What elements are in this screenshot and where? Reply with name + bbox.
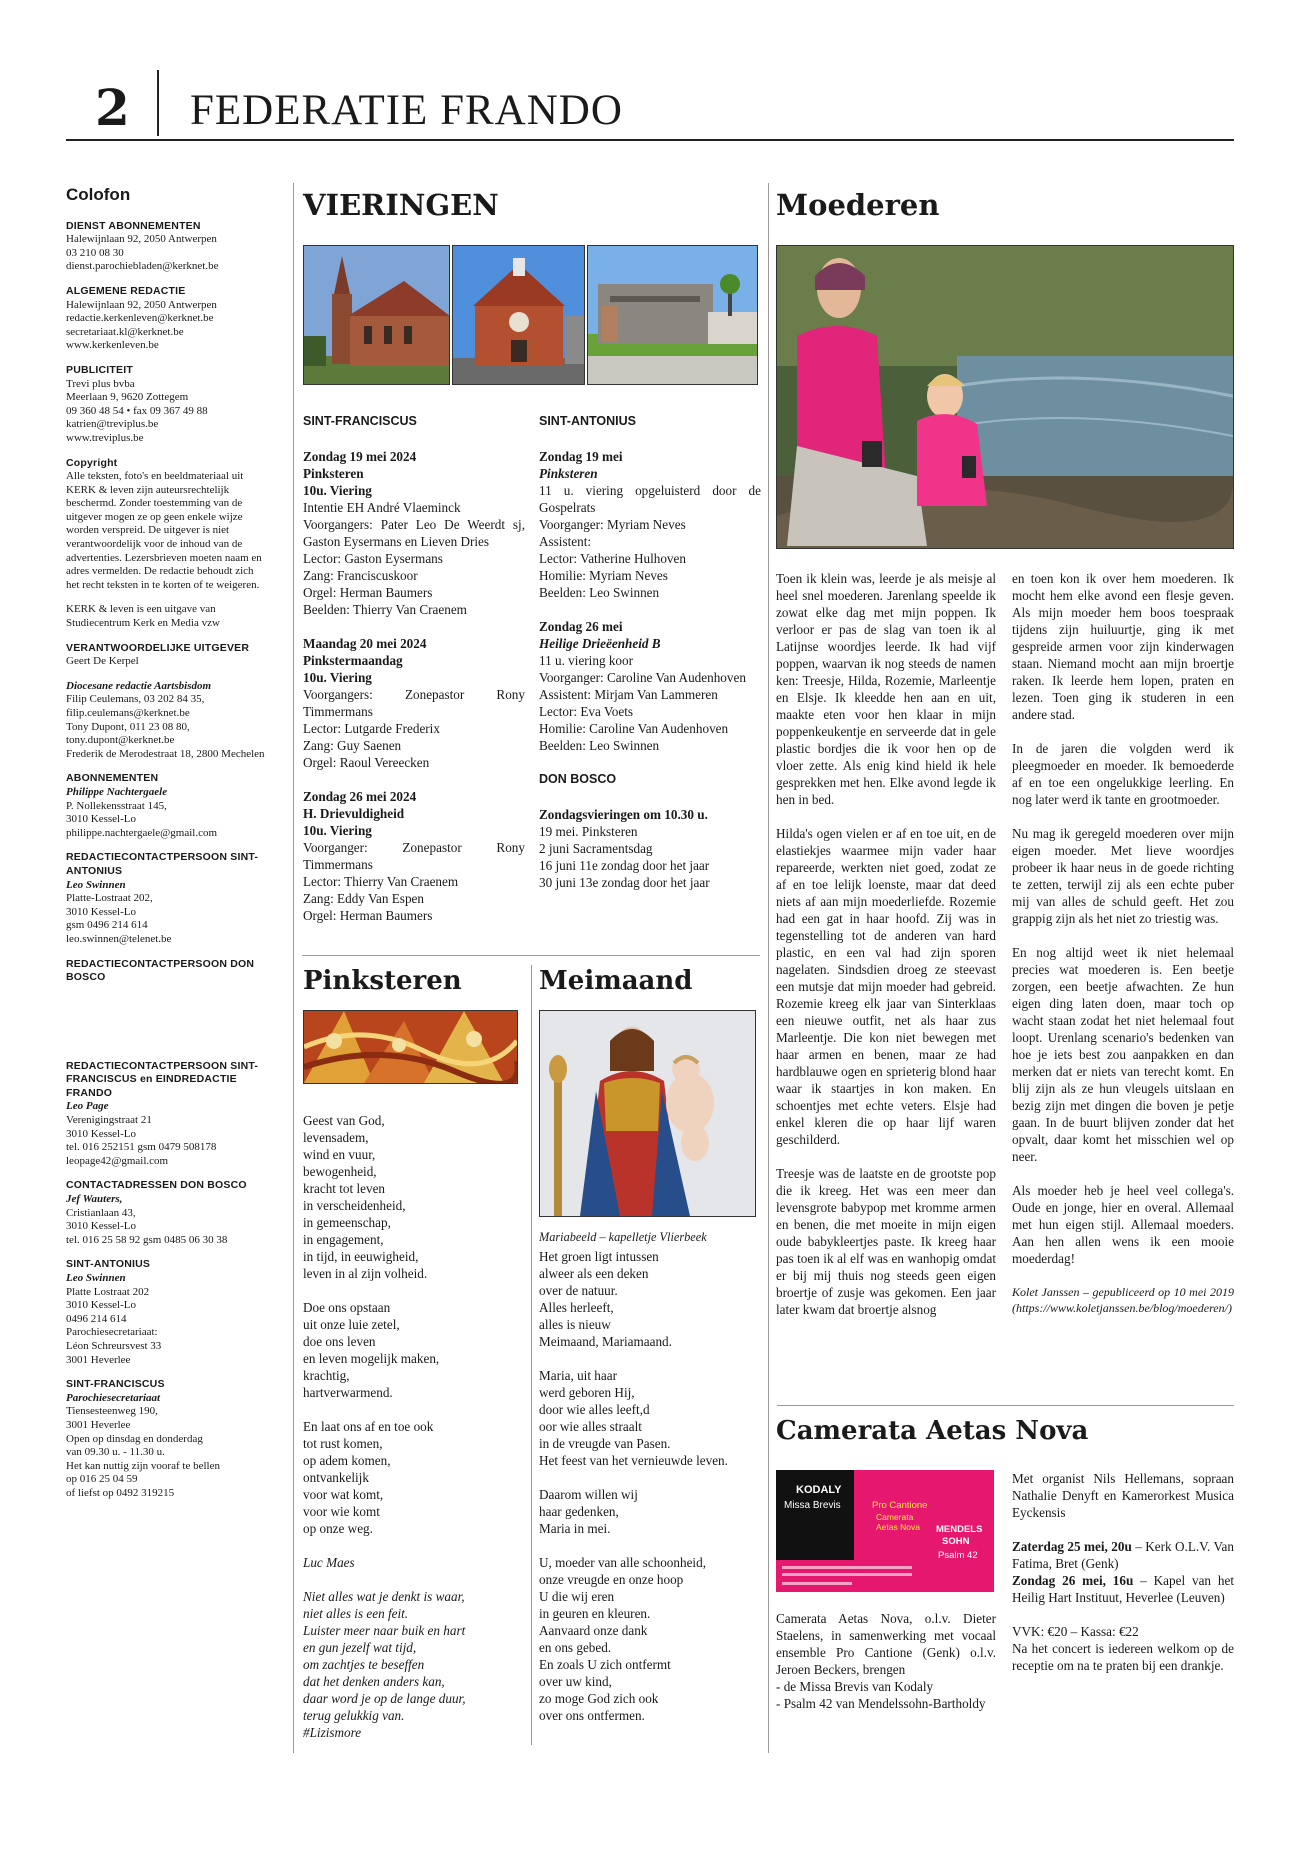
masthead-title: FEDERATIE FRANDO xyxy=(190,87,623,134)
camerata-line: - de Missa Brevis van Kodaly xyxy=(776,1679,934,1694)
viering-line: Lector: Gaston Eysermans xyxy=(303,551,443,566)
poster-detail-line-3 xyxy=(782,1582,852,1585)
poem-line: Aanvaard onze dank xyxy=(539,1623,648,1638)
colofon-block xyxy=(66,1258,282,1367)
quote-line: om zachtjes te beseffen xyxy=(303,1657,425,1672)
quote-line: #Lizismore xyxy=(303,1725,362,1740)
colofon-line: philippe.nachtergaele@gmail.com xyxy=(66,826,218,839)
column-rule-2 xyxy=(768,183,769,1753)
mother-daughter-photo xyxy=(776,245,1234,549)
colofon-line: tony.dupont@kerknet.be xyxy=(66,734,175,747)
poem-line: over de natuur. xyxy=(539,1283,618,1298)
donbosco-heading: DON BOSCO xyxy=(539,772,617,786)
colofon-line: Halewijnlaan 92, 2050 Antwerpen xyxy=(66,298,217,311)
colofon-line: tel. 016 252151 gsm 0479 508178 xyxy=(66,1141,217,1154)
poem-line: Maria in mei. xyxy=(539,1521,611,1536)
donbosco-line: 30 juni 13e zondag door het jaar xyxy=(539,875,710,890)
viering-line: Orgel: Herman Baumers xyxy=(303,908,433,923)
poem-line: alweer als een deken xyxy=(539,1266,649,1281)
poem-line: Alles herleeft, xyxy=(539,1300,614,1315)
concert-item xyxy=(1012,1538,1234,1572)
colofon-contact-name: Leo Page xyxy=(66,1100,109,1113)
poem-line: Daarom willen wij xyxy=(539,1487,638,1502)
camerata-title: Camerata Aetas Nova xyxy=(776,1416,1089,1446)
colofon-block xyxy=(66,958,282,985)
poem-line: En zoals U zich ontfermt xyxy=(539,1657,671,1672)
colofon-line: verantwoordelijk voor de inhoud van de xyxy=(66,538,243,551)
poem-line: zo moge God zich ook xyxy=(539,1691,659,1706)
quote-line: terug gelukkig van. xyxy=(303,1708,405,1723)
donbosco-line: 2 juni Sacramentsdag xyxy=(539,841,653,856)
poem-line: door wie alles leeft,d xyxy=(539,1402,650,1417)
colofon-line: Frederik de Merodestraat 18, 2800 Mechelen xyxy=(66,747,265,760)
colofon-line: 3010 Kessel-Lo xyxy=(66,1127,136,1140)
viering-feast: Pinksteren xyxy=(303,466,364,481)
poem-line: in gemeenschap, xyxy=(303,1215,391,1230)
colofon-line: of liefst op 0492 319215 xyxy=(66,1486,175,1499)
colofon-line: 0496 214 614 xyxy=(66,1312,127,1325)
colofon-line: het recht teksten in te korten of te weigeren. xyxy=(66,578,260,591)
colofon-line: tel. 016 25 58 92 gsm 0485 06 30 38 xyxy=(66,1233,228,1246)
moederen-col1-paras xyxy=(776,570,996,1318)
poster-aetasnova: Aetas Nova xyxy=(876,1522,920,1532)
viering-line: Intentie EH André Vlaeminck xyxy=(303,500,461,515)
article-paragraph: Hilda's ogen vielen er af en toe uit, en de elastiekjes waarmee mijn vader haar repareerde, werkten niet goed, zodat ze af en toe lelijk loenste, maar dat deed niets af aan mijn moederliefde. Rozemie had een gat in haar hoofd. Zij was in tegenstelling tot de anderen van hard plastic, en een val had zijn sporen nagelaten. Sindsdien droeg ze steevast een mutsje dat mijn moeder had gebreid. Rozemie kreeg elk jaar van Sinterklaas een nieuwe outfit, net als haar zus Marleentje. Die kon niet bewegen met haar armen en benen, maar ze had hardblauwe ogen en sprieterig blond haar waar ik staartjes in kon maken. En schoentjes met echte veters. Elsje had enkel kleren die op haar lijf waren geschilderd. xyxy=(776,826,996,1147)
moederen-title: Moederen xyxy=(776,188,940,222)
moederen-col2 xyxy=(1012,570,1234,1316)
colofon-line: 3010 Kessel-Lo xyxy=(66,813,136,826)
colofon-blocks xyxy=(66,220,282,1501)
poem-line: en ons gebed. xyxy=(539,1640,612,1655)
colofon-line: KERK & leven is een uitgave van xyxy=(66,603,216,616)
poem-line: krachtig, xyxy=(303,1368,350,1383)
viering-line: Voorganger: Caroline Van Audenhoven xyxy=(539,670,746,685)
viering-line: 11 u. viering opgeluisterd door de Gospelrats xyxy=(539,483,761,515)
poster-kodaly: KODALY xyxy=(796,1484,842,1496)
colofon-line: 3010 Kessel-Lo xyxy=(66,905,136,918)
colofon-line: 3001 Heverlee xyxy=(66,1353,131,1366)
colofon-heading: Diocesane redactie Aartsbisdom xyxy=(66,679,212,692)
poem-line: levensadem, xyxy=(303,1130,369,1145)
viering-feast: Heilige Drieëenheid B xyxy=(539,636,661,651)
viering-line: Orgel: Herman Baumers xyxy=(303,585,433,600)
colofon-line: gsm 0496 214 614 xyxy=(66,919,148,932)
viering-date: Zondag 19 mei xyxy=(539,449,623,464)
viering-line: Voorgangers: Pater Leo De Weerdt sj, Gaston Eysermans en Lieven Dries xyxy=(303,517,525,549)
poem-line: werd geboren Hij, xyxy=(539,1385,635,1400)
concert-when: Zondag 26 mei, 16u xyxy=(1012,1573,1134,1588)
poem-line: haar gedenken, xyxy=(539,1504,619,1519)
colofon-line: P. Nollekensstraat 145, xyxy=(66,799,167,812)
franciscus-heading: SINT-FRANCISCUS xyxy=(303,414,417,428)
vieringen-franciscus xyxy=(303,413,525,941)
viering-date: Zondag 26 mei 2024 xyxy=(303,789,417,804)
poem-line: Maria, uit haar xyxy=(539,1368,617,1383)
donbosco-line: 19 mei. Pinksteren xyxy=(539,824,638,839)
colofon-line: advertenties. Lezersbrieven moeten naam en xyxy=(66,551,262,564)
colofon-line: 3001 Heverlee xyxy=(66,1418,131,1431)
colofon-line: 3010 Kessel-Lo xyxy=(66,1299,136,1312)
colofon xyxy=(66,185,282,1512)
colofon-line: van 09.30 u. - 11.30 u. xyxy=(66,1446,165,1459)
viering-line: Voorganger: Myriam Neves xyxy=(539,517,686,532)
poem-line: op onze weg. xyxy=(303,1521,373,1536)
viering-line: Beelden: Leo Swinnen xyxy=(539,738,660,753)
viering-entry xyxy=(303,788,525,924)
colofon-line: Halewijnlaan 92, 2050 Antwerpen xyxy=(66,233,217,246)
viering-line: Homilie: Myriam Neves xyxy=(539,568,668,583)
quote-line: Luister meer naar buik en hart xyxy=(303,1623,466,1638)
colofon-title: Colofon xyxy=(66,185,131,204)
poem-line: op adem komen, xyxy=(303,1453,391,1468)
poem-line: wind en vuur, xyxy=(303,1147,376,1162)
page-number: 2 xyxy=(95,78,130,137)
colofon-line: Meerlaan 9, 9620 Zottegem xyxy=(66,391,189,404)
colofon-contact-name: Leo Swinnen xyxy=(66,1272,126,1284)
concert-where: – Kerk O.L.V. Van Fatima, Bret (Genk) xyxy=(1012,1539,1234,1571)
camerata-col1 xyxy=(776,1610,996,1712)
colofon-line: www.treviplus.be xyxy=(66,431,144,444)
poem-line: bewogenheid, xyxy=(303,1164,377,1179)
column-rule-1 xyxy=(293,183,294,1753)
viering-time: 10u. Viering xyxy=(303,823,372,838)
viering-line: Voorgangers: Zonepastor Rony Timmermans xyxy=(303,687,525,719)
viering-line: Lector: Vatherine Hulhoven xyxy=(539,551,686,566)
concert-where: – Kapel van het Heilig Hart Instituut, Heverlee (Leuven) xyxy=(1012,1573,1234,1605)
colofon-line: redactie.kerkenleven@kerknet.be xyxy=(66,312,214,325)
colofon-line: www.kerkenleven.be xyxy=(66,339,159,352)
viering-line: Lector: Lutgarde Frederix xyxy=(303,721,440,736)
viering-date: Zondag 26 mei xyxy=(539,619,623,634)
colofon-line: filip.ceulemans@kerknet.be xyxy=(66,707,190,719)
colofon-block xyxy=(66,1378,282,1500)
poster-detail-line-1 xyxy=(782,1566,912,1569)
viering-entry xyxy=(539,618,761,754)
pinksteren-quote xyxy=(303,1588,523,1741)
poem-line: over uw kind, xyxy=(539,1674,612,1689)
camerata-intro: Met organist Nils Hellemans, sopraan Nathalie Denyft en Kamerorkest Musica Eyckensis xyxy=(1012,1471,1234,1520)
column-rule-3 xyxy=(531,965,532,1745)
colofon-block xyxy=(66,772,282,840)
quote-line: dat het denken anders kan, xyxy=(303,1674,445,1689)
poem-stanza xyxy=(303,1299,523,1401)
poem-stanza xyxy=(303,1112,523,1282)
poster-mendels: MENDELS xyxy=(936,1524,983,1535)
poem-line: in verscheidenheid, xyxy=(303,1198,406,1213)
viering-line: Zang: Guy Saenen xyxy=(303,738,402,753)
colofon-heading: SINT-FRANCISCUS xyxy=(66,1378,165,1391)
poem-stanza xyxy=(539,1248,761,1350)
colofon-heading: ABONNEMENTEN xyxy=(66,772,159,785)
antonius-heading: SINT-ANTONIUS xyxy=(539,414,636,428)
vieringen-antonius xyxy=(539,413,761,891)
colofon-contact-name: Philippe Nachtergaele xyxy=(66,785,168,798)
colofon-contact-name: Parochiesecretariaat xyxy=(66,1391,161,1404)
colofon-line: Filip Ceulemans, 03 202 84 35, xyxy=(66,693,205,706)
poem-stanza xyxy=(539,1486,761,1537)
poster-detail-line-2 xyxy=(782,1573,912,1576)
camerata-col1-lines xyxy=(776,1610,996,1712)
poem-line: oor wie alles straalt xyxy=(539,1419,642,1434)
viering-line: Lector: Thierry Van Craenem xyxy=(303,874,459,889)
maria-caption: Mariabeeld – kapelletje Vlierbeek xyxy=(539,1230,707,1244)
pinksteren-painting xyxy=(303,1010,518,1084)
colofon-line: beschermd. Zonder toestemming van de xyxy=(66,497,243,510)
church-photo-antonius xyxy=(452,245,585,385)
poem-line: hartverwarmend. xyxy=(303,1385,393,1400)
viering-feast: H. Drievuldigheid xyxy=(303,806,405,821)
meimaand-title: Meimaand xyxy=(539,966,693,996)
viering-entry xyxy=(303,448,525,618)
article-paragraph: en toen kon ik over hem moederen. Ik mocht hem elke avond een flesje geven. Als mijn moeder hem boos toespraak tijdens zijn huiluurtje, ging ik met gespreide armen voor zijn kinderwagen staan. Niemand mocht aan mijn broertje raken. Ik leerde hem lopen, praten en lezen. Toen ging ik studeren in een andere stad. xyxy=(1012,571,1234,722)
poem-line: onze vreugde en onze hoop xyxy=(539,1572,684,1587)
colofon-block xyxy=(66,285,282,353)
vieringen-title: VIERINGEN xyxy=(303,188,499,222)
maria-statue-photo xyxy=(539,1010,756,1217)
camerata-line: - Psalm 42 van Mendelssohn-Bartholdy xyxy=(776,1696,986,1711)
colofon-line: Het kan nuttig zijn vooraf te bellen xyxy=(66,1459,220,1472)
colofon-heading: REDACTIECONTACTPERSOON SINT-FRANCISCUS en EINDREDACTIE FRANDO xyxy=(66,1059,259,1099)
colofon-heading: PUBLICITEIT xyxy=(66,363,133,376)
colofon-contact-name: Leo Swinnen xyxy=(66,878,126,891)
viering-entry xyxy=(303,635,525,771)
colofon-line: adres vermelden. De redactie behoudt zich xyxy=(66,565,254,578)
colofon-line: 3010 Kessel-Lo xyxy=(66,1220,136,1233)
colofon-heading: REDACTIECONTACTPERSOON DON BOSCO xyxy=(66,957,255,984)
poem-line: en leven mogelijk maken, xyxy=(303,1351,440,1366)
viering-feast: Pinksteren xyxy=(539,466,598,481)
article-paragraph: En nog altijd weet ik niet helemaal precies wat moederen is. Een beetje zorgen, een beetje afwachten. Ze hun eigen ding laten doen, maar toch op wacht staan zodat het niet helemaal fout loopt. Urenlang scenario's bedenken van hoe je iets best zou aanpakken en dan merken dat er niets van terecht komt. En blij zijn als ze hun vleugels uitslaan en bezig zijn met dingen die boven je petje gaan. In de buurt blijven zonder dat het opvalt, daar komt het misschien wel op neer. xyxy=(1012,945,1234,1164)
poem-line: Meimaand, Mariamaand. xyxy=(539,1334,672,1349)
article-paragraph: Als moeder heb je heel veel collega's. Oude en jonge, hier en overal. Allemaal met hun eigen stijl. Allemaal moeders. Aan hen allen wens ik een mooie moederdag! xyxy=(1012,1183,1234,1266)
viering-line: Assistent: Mirjam Van Lammeren xyxy=(539,687,718,702)
colofon-line: Alle teksten, foto's en beeldmateriaal uit xyxy=(66,470,244,483)
donbosco-line: 16 juni 11e zondag door het jaar xyxy=(539,858,710,873)
poem-line: Doe ons opstaan xyxy=(303,1300,391,1315)
donbosco-intro: Zondagsvieringen om 10.30 u. xyxy=(539,807,708,822)
colofon-heading: DIENST ABONNEMENTEN xyxy=(66,219,201,232)
poem-line: U die wij eren xyxy=(539,1589,615,1604)
viering-line: Beelden: Thierry Van Craenem xyxy=(303,602,467,617)
poem-line: En laat ons af en toe ook xyxy=(303,1419,434,1434)
quote-line: daar word je op de lange duur, xyxy=(303,1691,466,1706)
viering-line: Assistent: xyxy=(539,534,592,549)
poster-procantione: Pro Cantione xyxy=(872,1500,928,1511)
poem-line: Het feest van het vernieuwde leven. xyxy=(539,1453,728,1468)
colofon-block xyxy=(66,364,282,446)
poem-line: uit onze luie zetel, xyxy=(303,1317,400,1332)
viering-date: Maandag 20 mei 2024 xyxy=(303,636,427,651)
colofon-heading: ALGEMENE REDACTIE xyxy=(66,284,186,297)
colofon-block xyxy=(66,1179,282,1247)
poem-line: Geest van God, xyxy=(303,1113,385,1128)
colofon-line: Platte Lostraat 202 xyxy=(66,1285,150,1298)
colofon-line: dienst.parochiebladen@kerknet.be xyxy=(66,260,219,273)
colofon-contact-name: Jef Wauters, xyxy=(66,1193,123,1206)
poster-psalm: Psalm 42 xyxy=(938,1550,978,1561)
colofon-block xyxy=(66,642,282,669)
poem-line: Het groen ligt intussen xyxy=(539,1249,659,1264)
colofon-line: Parochiesecretariaat: xyxy=(66,1326,158,1339)
colofon-heading: VERANTWOORDELIJKE UITGEVER xyxy=(66,641,250,654)
viering-line: Zang: Franciscuskoor xyxy=(303,568,418,583)
colofon-line: worden verspreid. De uitgever is niet xyxy=(66,524,230,537)
poem-line: U, moeder van alle schoonheid, xyxy=(539,1555,706,1570)
poster-camerata: Camerata xyxy=(876,1512,914,1522)
colofon-line: Léon Schreursvest 33 xyxy=(66,1339,162,1352)
colofon-line: Geert De Kerpel xyxy=(66,655,139,668)
quote-line: niet alles is een feit. xyxy=(303,1606,409,1621)
churches-photo-strip xyxy=(303,245,758,385)
viering-entry xyxy=(539,448,761,601)
viering-line: Lector: Eva Voets xyxy=(539,704,633,719)
colofon-line: Platte-Lostraat 202, xyxy=(66,892,153,905)
antonius-entries xyxy=(539,448,761,754)
moederen-col2-paras xyxy=(1012,570,1234,1267)
colofon-heading: CONTACTADRESSEN DON BOSCO xyxy=(66,1179,247,1192)
poem-line: in engagement, xyxy=(303,1232,384,1247)
church-photo-franciscus xyxy=(303,245,450,385)
poem-line: in de vreugde van Pasen. xyxy=(539,1436,671,1451)
poem-line: ontvankelijk xyxy=(303,1470,369,1485)
poem-line: leven in al zijn volheid. xyxy=(303,1266,428,1281)
donbosco-lines xyxy=(539,823,761,891)
meimaand-poem xyxy=(539,1248,761,1741)
pinksteren-stanzas xyxy=(303,1112,523,1537)
viering-date: Zondag 19 mei 2024 xyxy=(303,449,417,464)
colofon-line: leopage42@gmail.com xyxy=(66,1154,169,1167)
hrule-moederen xyxy=(777,1405,1234,1406)
camerata-concerts xyxy=(1012,1538,1234,1606)
moederen-credit: Kolet Janssen – gepubliceerd op 10 mei 2019 (https://www.koletjanssen.be/blog/moederen/) xyxy=(1012,1285,1234,1315)
quote-line: Niet alles wat je denkt is waar, xyxy=(303,1589,465,1604)
article-paragraph: Nu mag ik geregeld moederen over mijn eigen moeder. Met lieve woordjes probeer ik haar neus in de goede richting te zetten, terwijl zij als een echte puber mij van alles de schuld geeft. Het zou grappig zijn als het niet zo triestig was. xyxy=(1012,826,1234,926)
camerata-col2 xyxy=(1012,1470,1234,1674)
concert-item xyxy=(1012,1572,1234,1606)
masthead-divider xyxy=(157,70,159,136)
poem-line: in tijd, in eeuwigheid, xyxy=(303,1249,419,1264)
colofon-block xyxy=(66,220,282,274)
poster-sohn: SOHN xyxy=(942,1536,970,1547)
poem-stanza xyxy=(539,1367,761,1469)
colofon-line: op 016 25 04 59 xyxy=(66,1473,138,1486)
colofon-heading: REDACTIECONTACTPERSOON SINT-ANTONIUS xyxy=(66,851,259,877)
colofon-line: katrien@treviplus.be xyxy=(66,418,159,431)
meimaand-stanzas xyxy=(539,1248,761,1724)
colofon-block xyxy=(66,603,282,630)
poem-stanza xyxy=(303,1418,523,1537)
church-photo-donbosco xyxy=(587,245,758,385)
concert-when: Zaterdag 25 mei, 20u xyxy=(1012,1539,1132,1554)
colofon-block xyxy=(66,457,282,593)
pinksteren-title: Pinksteren xyxy=(303,966,462,996)
franciscus-entries xyxy=(303,448,525,924)
colofon-heading: SINT-ANTONIUS xyxy=(66,1258,151,1271)
masthead-rule xyxy=(66,139,1234,141)
viering-line: 11 u. viering koor xyxy=(539,653,634,668)
colofon-line: 03 210 08 30 xyxy=(66,246,124,259)
poem-line: doe ons leven xyxy=(303,1334,376,1349)
viering-line: Beelden: Leo Swinnen xyxy=(539,585,660,600)
colofon-line: Verenigingstraat 21 xyxy=(66,1114,152,1127)
colofon-line: Tiensesteenweg 190, xyxy=(66,1405,158,1418)
viering-line: Zang: Eddy Van Espen xyxy=(303,891,424,906)
viering-line: Orgel: Raoul Vereecken xyxy=(303,755,430,770)
colofon-spacer xyxy=(66,996,282,1060)
colofon-line: secretariaat.kl@kerknet.be xyxy=(66,325,184,338)
colofon-line: Cristianlaan 43, xyxy=(66,1206,136,1219)
quote-line: en gun jezelf wat tijd, xyxy=(303,1640,417,1655)
poem-line: voor wie komt xyxy=(303,1504,380,1519)
pinksteren-author: Luc Maes xyxy=(303,1555,355,1570)
article-paragraph: Treesje was de laatste en de grootste pop die ik kreeg. Het was een meer dan levensgrote babypop met kromme armen en benen, die met moeite in mijn eigen oude babykleertjes paste. Ik kreeg haar pas toen ik al elf was en wanhopig omdat er bij mij thuis nog steeds geen eigen broertje of zusje was gekomen. Een jaar later kwam dat broertje alsnog xyxy=(776,1166,996,1317)
viering-line: Voorganger: Zonepastor Rony Timmermans xyxy=(303,840,525,872)
colofon-block xyxy=(66,680,282,762)
poem-line: over ons ontfermen. xyxy=(539,1708,645,1723)
poem-line: tot rust komen, xyxy=(303,1436,383,1451)
poem-line: in geuren en kleuren. xyxy=(539,1606,651,1621)
pinksteren-poem xyxy=(303,1112,523,1741)
article-paragraph: In de jaren die volgden werd ik pleegmoeder en moeder. Ik bemoederde af en toe een ongelukkige leerling. En nog later werd ik tante en grootmoeder. xyxy=(1012,741,1234,807)
colofon-line: Open op dinsdag en donderdag xyxy=(66,1432,203,1445)
viering-line: Homilie: Caroline Van Audenhoven xyxy=(539,721,729,736)
colofon-line: uitgever mogen ze op geen enkele wijze xyxy=(66,510,243,523)
colofon-block xyxy=(66,851,282,946)
colofon-heading: Copyright xyxy=(66,456,118,469)
colofon-line: KERK & leven zijn auteursrechtelijk xyxy=(66,483,230,496)
colofon-block xyxy=(66,1060,282,1169)
poster-missa: Missa Brevis xyxy=(784,1500,841,1511)
viering-feast: Pinkstermaandag xyxy=(303,653,403,668)
colofon-line: 09 360 48 54 • fax 09 367 49 88 xyxy=(66,404,208,417)
camerata-poster xyxy=(776,1470,994,1592)
viering-time: 10u. Viering xyxy=(303,483,372,498)
poem-line: voor wat komt, xyxy=(303,1487,384,1502)
hrule-vieringen xyxy=(302,955,760,956)
article-paragraph: Toen ik klein was, leerde je als meisje al heel snel moederen. Jarenlang speelde ik zowat elke dag met mijn poppen. Ik verloor er pas de slag van toen ik al Latijnse woordjes leerde. Ik had vijf poppen, waarvan ik nog steeds de namen ken: Treesje, Hilda, Rozemie, Marleentje en Elsje. Ik kleedde hen aan en uit, maakte eten voor hen klaar in mijn poppenkeukentje en serveerde dat in gele plastic bordjes die ik voor hen op de vloer zette. Als enig kind hield ik hele gesprekken met hen. Elke avond legde ik hen in bed. xyxy=(776,571,996,807)
camerata-note: Na het concert is iedereen welkom op de receptie om na te praten bij een drankje. xyxy=(1012,1641,1234,1673)
poem-line: alles is nieuw xyxy=(539,1317,611,1332)
colofon-line: Tony Dupont, 011 23 08 80, xyxy=(66,720,190,733)
camerata-line: Camerata Aetas Nova, o.l.v. Dieter Staelens, in samenwerking met vocaal ensemble Pro Cantione (Genk) o.l.v. Jeroen Beckers, brengen xyxy=(776,1611,996,1677)
poem-line: kracht tot leven xyxy=(303,1181,386,1196)
moederen-col1 xyxy=(776,570,996,1335)
camerata-price: VVK: €20 – Kassa: €22 xyxy=(1012,1624,1139,1639)
colofon-line: leo.swinnen@telenet.be xyxy=(66,932,172,945)
colofon-line: Studiecentrum Kerk en Media vzw xyxy=(66,617,220,630)
poem-stanza xyxy=(539,1554,761,1724)
viering-time: 10u. Viering xyxy=(303,670,372,685)
colofon-line: Trevi plus bvba xyxy=(66,377,135,390)
